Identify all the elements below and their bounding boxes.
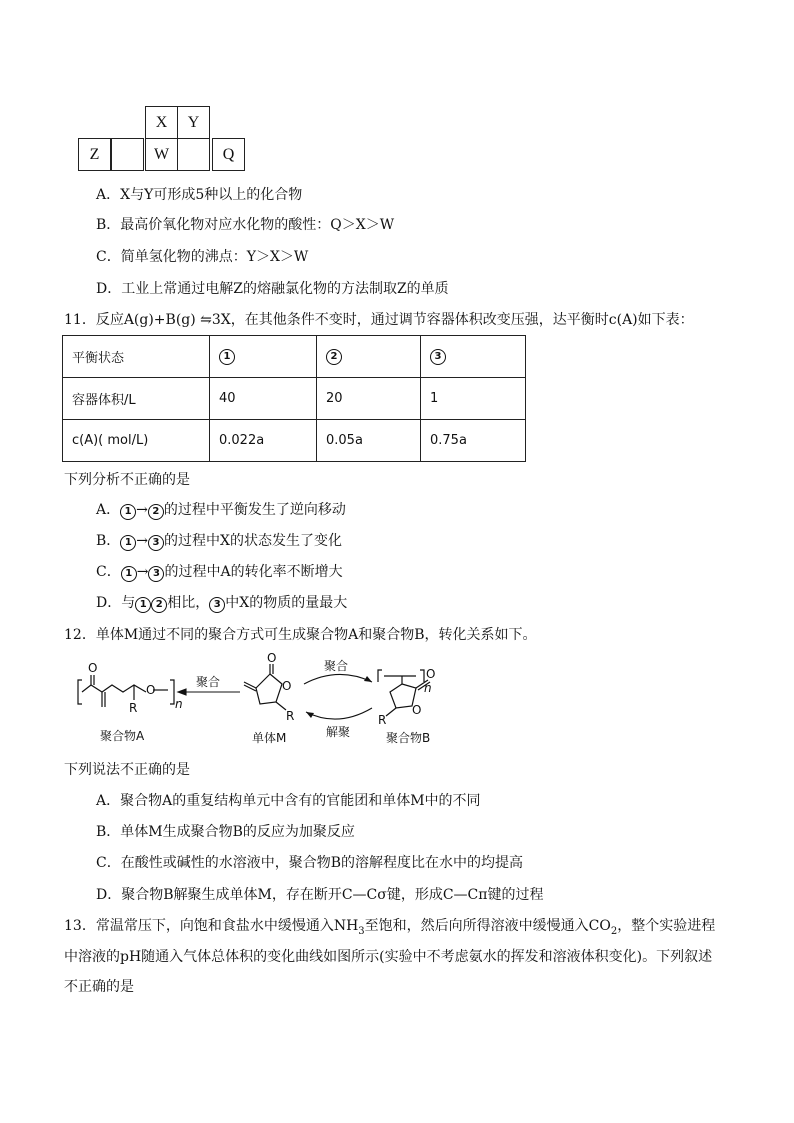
subscript-n-a: n bbox=[175, 697, 183, 711]
arrow-to-polymer-a bbox=[178, 689, 240, 695]
label-polymerize-b: 聚合 bbox=[324, 659, 349, 673]
conc-cell: 0.05a bbox=[317, 420, 421, 462]
q13-stem-line1: 13．常温常压下，向饱和食盐水中缓慢通入$NH_3$至饱和，然后向所得溶液中缓慢通入$CO_2$，整个实验进程 bbox=[64, 918, 716, 937]
header-state: 平衡状态 bbox=[63, 336, 210, 378]
q11-option-d: D．与 1 2 相比， 3 中X的物质的量最大 bbox=[96, 595, 348, 611]
state-cell: 3 bbox=[421, 336, 526, 378]
table-row bbox=[63, 420, 526, 462]
q12-option-d: D．聚合物B解聚生成单体M，存在断开C—Cσ键，形成C—Cπ键的过程 bbox=[96, 887, 544, 903]
header-conc: c(A)( mol/L) bbox=[63, 420, 210, 462]
q12-prompt: 下列说法不正确的是 bbox=[64, 762, 190, 778]
atom-r-m: R bbox=[286, 709, 295, 723]
q10-option-b: B．最高价氧化物对应水化物的酸性：Q＞X＞W bbox=[96, 217, 395, 233]
cell-q: Q bbox=[212, 138, 245, 171]
polymerization-scheme bbox=[60, 652, 480, 752]
q13-stem-line2: 中溶液的pH随通入气体总体积的变化曲线如图所示(实验中不考虑氨水的挥发和溶液体积变化)。下列叙述 bbox=[64, 949, 713, 965]
label-polymer-a: 聚合物A bbox=[100, 729, 145, 743]
q12-option-b: B．单体M生成聚合物B的反应为加聚反应 bbox=[96, 824, 355, 840]
q10-option-a: A．X与Y可形成5种以上的化合物 bbox=[96, 187, 303, 203]
table-row bbox=[63, 336, 526, 378]
arrow-depolymerize bbox=[306, 708, 372, 719]
atom-o-ring-b: O bbox=[412, 703, 422, 717]
polymer-a-structure bbox=[78, 675, 174, 707]
label-polymer-b: 聚合物B bbox=[386, 731, 431, 745]
q10-option-d: D．工业上常通过电解Z的熔融氯化物的方法制取Z的单质 bbox=[96, 281, 449, 297]
cell-z: Z bbox=[78, 138, 111, 171]
cell-w: W bbox=[145, 138, 178, 171]
cell-y: Y bbox=[177, 106, 210, 139]
volume-cell: 40 bbox=[210, 378, 317, 420]
volume-cell: 20 bbox=[317, 378, 421, 420]
cell-empty-1 bbox=[111, 138, 144, 171]
subscript-n-b: n bbox=[424, 681, 432, 695]
q12-option-a: A．聚合物A的重复结构单元中含有的官能团和单体M中的不同 bbox=[96, 793, 481, 809]
q11-stem: 11．反应A(g)+B(g) ⇋3X，在其他条件不变时，通过调节容器体积改变压强，达平衡时c(A)如下表： bbox=[64, 312, 694, 328]
conc-cell: 0.022a bbox=[210, 420, 317, 462]
monomer-m-structure bbox=[244, 664, 286, 710]
state-cell: 1 bbox=[210, 336, 317, 378]
atom-o-carbonyl-m: O bbox=[267, 652, 277, 665]
state-cell: 2 bbox=[317, 336, 421, 378]
atom-r-b: R bbox=[378, 713, 387, 727]
header-volume: 容器体积/L bbox=[63, 378, 210, 420]
equilibrium-table bbox=[62, 335, 526, 462]
q11-option-b: B． 1 → 3 的过程中X的状态发生了变化 bbox=[96, 533, 342, 549]
q12-option-c: C．在酸性或碱性的水溶液中，聚合物B的溶解程度比在水中的均提高 bbox=[96, 855, 523, 871]
q10-option-c: C．简单氢化物的沸点：Y＞X＞W bbox=[96, 249, 309, 265]
q11-option-a: A． 1 → 2 的过程中平衡发生了逆向移动 bbox=[96, 502, 346, 518]
arrowhead-depolymerize bbox=[306, 712, 314, 718]
q13-stem-line3: 不正确的是 bbox=[64, 979, 134, 995]
table-row bbox=[63, 378, 526, 420]
cell-empty-2 bbox=[177, 138, 210, 171]
label-polymerize-a: 聚合 bbox=[196, 675, 221, 689]
q12-stem: 12．单体M通过不同的聚合方式可生成聚合物A和聚合物B，转化关系如下。 bbox=[64, 627, 537, 643]
atom-r-a: R bbox=[129, 701, 138, 715]
atom-o-chain-a: O bbox=[146, 683, 156, 697]
polymer-b-structure bbox=[378, 670, 430, 716]
conc-cell: 0.75a bbox=[421, 420, 526, 462]
arrow-polymerize-b bbox=[304, 674, 372, 684]
q11-option-c: C． 1 → 3 的过程中A的转化率不断增大 bbox=[96, 564, 343, 580]
cell-x: X bbox=[145, 106, 178, 139]
label-depolymerize: 解聚 bbox=[326, 725, 351, 739]
label-monomer-m: 单体M bbox=[252, 731, 287, 745]
volume-cell: 1 bbox=[421, 378, 526, 420]
atom-o-carbonyl-a: O bbox=[88, 661, 98, 675]
arrowhead-polymerize-b bbox=[364, 676, 372, 682]
q11-prompt: 下列分析不正确的是 bbox=[64, 472, 190, 488]
atom-o-ring-m: O bbox=[282, 679, 292, 693]
atom-o-carbonyl-b: O bbox=[426, 667, 436, 681]
